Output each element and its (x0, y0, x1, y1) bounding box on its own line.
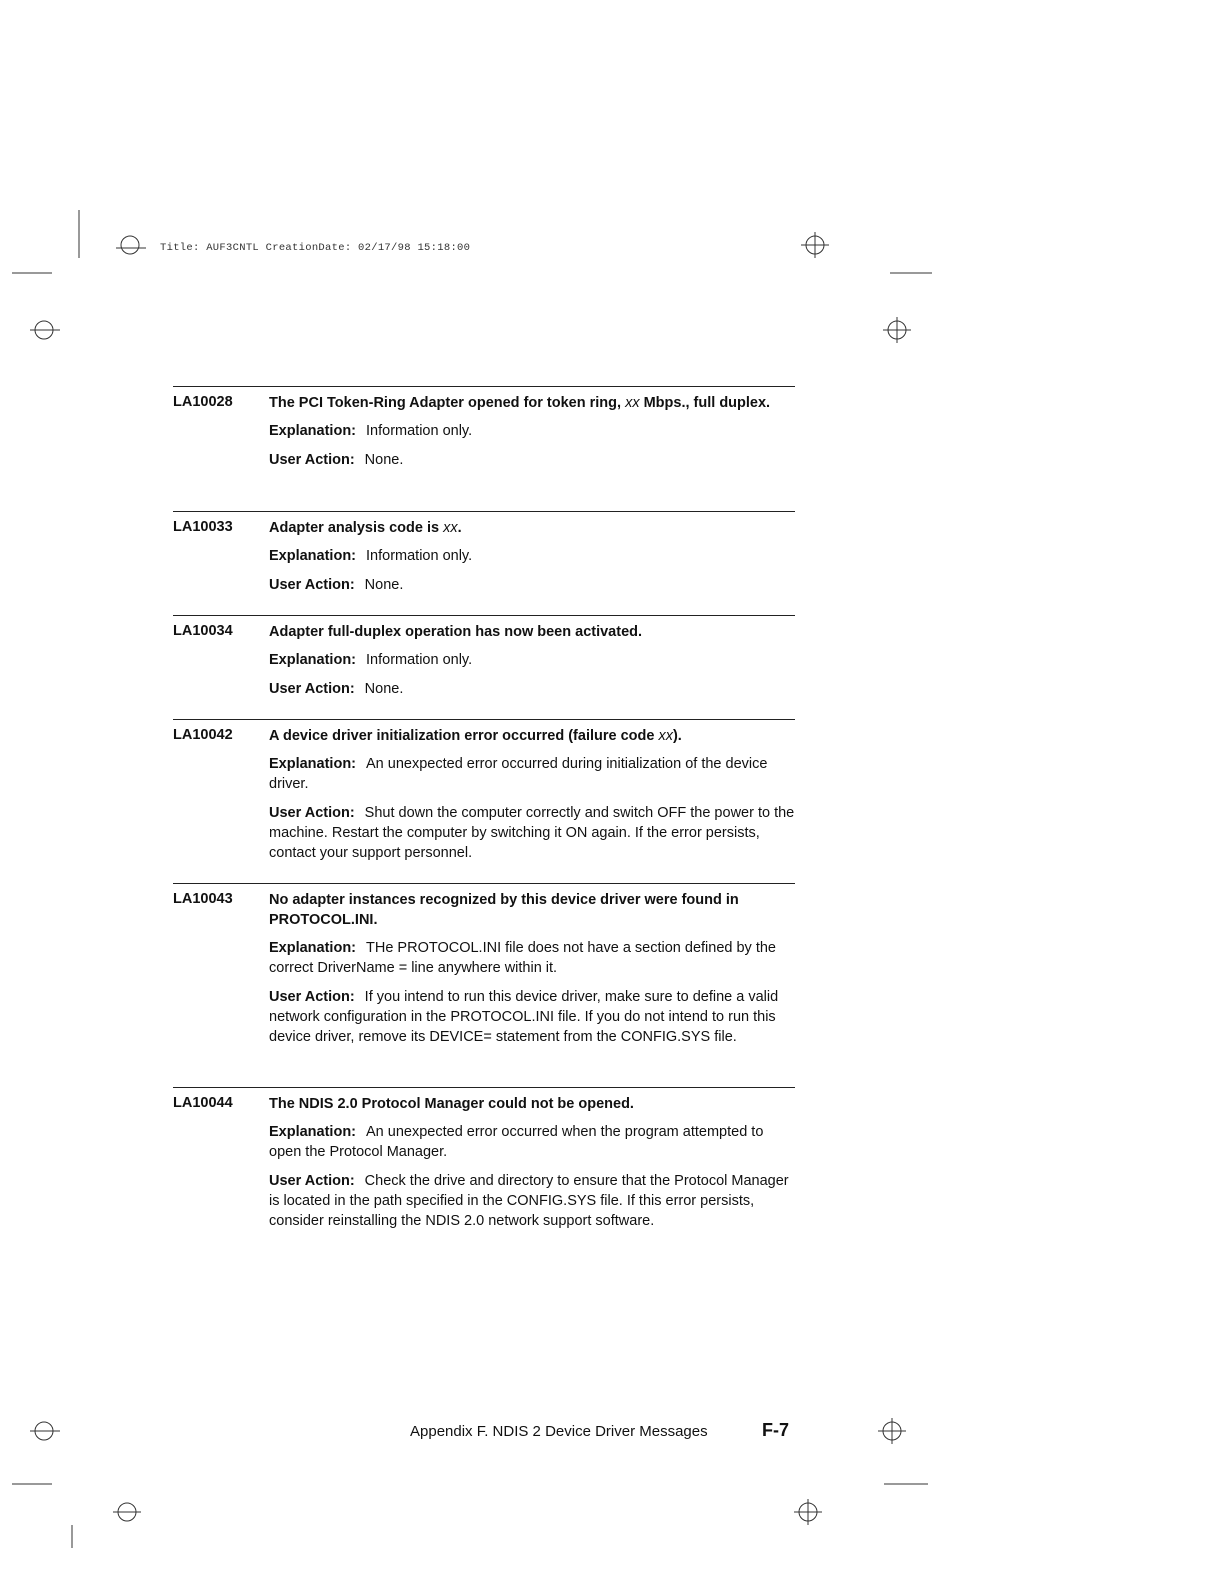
title-variable: xx (625, 395, 640, 411)
user-action-label: User Action: (269, 452, 355, 468)
title-text: A device driver initialization error occurred (failure code (269, 728, 659, 744)
explanation-label: Explanation: (269, 548, 357, 564)
user-action (269, 1171, 795, 1231)
title-text-end: Mbps., full duplex. (639, 395, 771, 411)
message-title (269, 393, 795, 413)
user-action (269, 679, 795, 699)
title-text: The PCI Token-Ring Adapter opened for token ring, (269, 395, 626, 411)
explanation-text: An unexpected error occurred during initialization of the device driver. (269, 756, 768, 792)
user-action (269, 987, 795, 1047)
explanation-text: Information only. (366, 548, 473, 564)
explanation-text: An unexpected error occurred when the program attempted to open the Protocol Manager. (269, 1124, 764, 1160)
user-action-text: None. (364, 681, 404, 697)
message-title (269, 890, 795, 930)
user-action (269, 575, 795, 595)
message-code: LA10034 (173, 623, 233, 639)
user-action-label: User Action: (269, 681, 355, 697)
explanation-text: Information only. (366, 423, 473, 439)
page-number: F-7 (762, 1420, 789, 1440)
message-code: LA10033 (173, 519, 233, 535)
message-entry (173, 511, 795, 604)
title-variable: xx (443, 520, 458, 536)
user-action-text: Check the drive and directory to ensure that the Protocol Manager is located in the path specified in the CONFIG.SYS file. If this error persists, consider reinstalling the NDIS 2.0 network support software. (269, 1173, 789, 1229)
explanation-label: Explanation: (269, 756, 357, 772)
user-action-text: If you intend to run this device driver, make sure to define a valid network configuration in the PROTOCOL.INI file. If you do not intend to run this device driver, remove its DEVICE= statement from the CONFIG.SYS file. (269, 989, 779, 1045)
explanation (269, 650, 795, 670)
footer-title: Appendix F. NDIS 2 Device Driver Messages (410, 1423, 708, 1440)
message-entry (173, 1087, 795, 1240)
title-text: The NDIS 2.0 Protocol Manager could not be opened. (269, 1096, 634, 1112)
title-text-end: ). (672, 728, 682, 744)
explanation (269, 754, 795, 794)
explanation-text: Information only. (366, 652, 473, 668)
message-entry (173, 883, 795, 1056)
message-title (269, 622, 795, 642)
title-text: No adapter instances recognized by this device driver were found in PROTOCOL.INI. (269, 892, 739, 928)
user-action-label: User Action: (269, 1173, 355, 1189)
explanation (269, 546, 795, 566)
user-action-label: User Action: (269, 989, 355, 1005)
message-code: LA10042 (173, 727, 233, 743)
message-code: LA10043 (173, 891, 233, 907)
title-text: Adapter full-duplex operation has now been activated. (269, 624, 643, 640)
user-action (269, 803, 795, 863)
creation-header: Title: AUF3CNTL CreationDate: 02/17/98 15:18:00 (160, 242, 471, 254)
explanation-text: THe PROTOCOL.INI file does not have a section defined by the correct DriverName = line anywhere within it. (269, 940, 776, 976)
user-action-label: User Action: (269, 805, 355, 821)
message-title (269, 518, 795, 538)
message-entry (173, 615, 795, 708)
message-entry (173, 719, 795, 872)
explanation-label: Explanation: (269, 423, 357, 439)
explanation-label: Explanation: (269, 1124, 357, 1140)
title-text: Adapter analysis code is (269, 520, 444, 536)
message-code: LA10028 (173, 394, 233, 410)
title-text-end: . (457, 520, 462, 536)
explanation-label: Explanation: (269, 940, 357, 956)
message-title (269, 726, 795, 746)
user-action-text: Shut down the computer correctly and switch OFF the power to the machine. Restart the computer by switching it ON again. If the error persists, contact your support personnel. (269, 805, 795, 861)
explanation-label: Explanation: (269, 652, 357, 668)
explanation (269, 1122, 795, 1162)
message-title (269, 1094, 795, 1114)
user-action (269, 450, 795, 470)
explanation (269, 421, 795, 441)
user-action-text: None. (364, 577, 404, 593)
message-code: LA10044 (173, 1095, 233, 1111)
title-variable: xx (658, 728, 673, 744)
user-action-label: User Action: (269, 577, 355, 593)
user-action-text: None. (364, 452, 404, 468)
explanation (269, 938, 795, 978)
message-entry (173, 386, 795, 479)
